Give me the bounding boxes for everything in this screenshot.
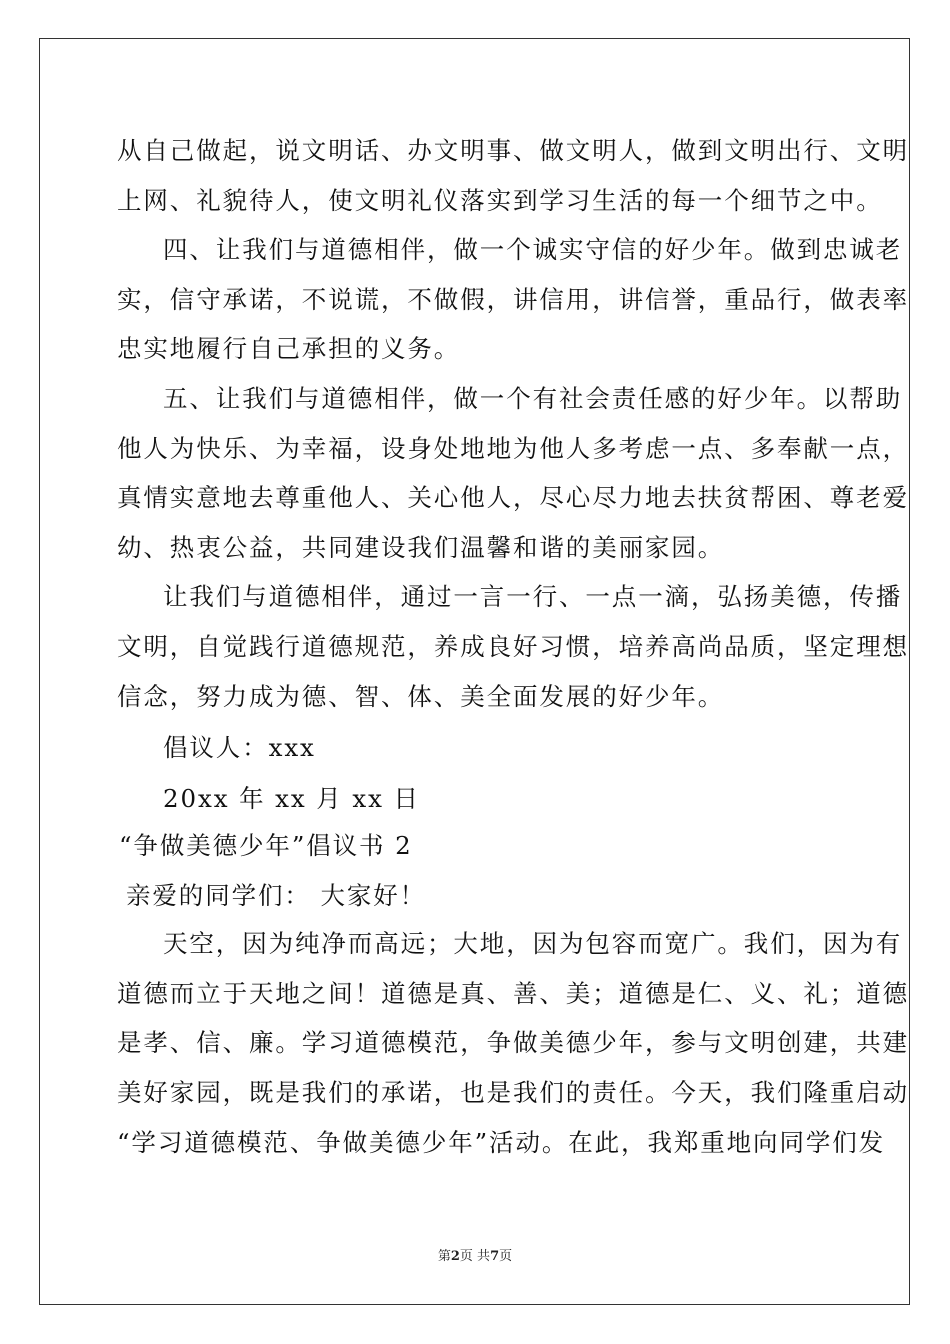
body-text-line: 是孝、信、廉。学习道德模范，争做美德少年，参与文明创建，共建 <box>117 1028 909 1057</box>
body-text-line: 他人为快乐、为幸福，设身处地地为他人多考虑一点、多奉献一点， <box>117 434 909 463</box>
body-text-line: 信念，努力成为德、智、体、美全面发展的好少年。 <box>117 682 725 711</box>
signature-line: 倡议人：xxx <box>163 733 316 762</box>
page-number-footer <box>0 1248 950 1266</box>
page-suffix: 页 <box>499 1249 513 1264</box>
body-text-line: 忠实地履行自己承担的义务。 <box>117 334 461 363</box>
body-text-line: 从自己做起，说文明话、办文明事、做文明人，做到文明出行、文明 <box>117 136 909 165</box>
body-text-line: 文明，自觉践行道德规范，养成良好习惯，培养高尚品质，坚定理想 <box>117 632 909 661</box>
paragraph-5-start: 五、让我们与道德相伴，做一个有社会责任感的好少年。以帮助 <box>163 384 903 413</box>
body-text-line: 真情实意地去尊重他人、关心他人，尽心尽力地去扶贫帮困、尊老爱 <box>117 483 909 512</box>
total-page-number: 7 <box>490 1249 500 1264</box>
body-text-line: “学习道德模范、争做美德少年”活动。在此，我郑重地向同学们发 <box>117 1128 886 1157</box>
body-text-line: 幼、热衷公益，共同建设我们温馨和谐的美丽家园。 <box>117 533 725 562</box>
current-page-number: 2 <box>450 1249 460 1264</box>
body-text-line: 道德而立于天地之间！道德是真、善、美；道德是仁、义、礼；道德 <box>117 979 909 1008</box>
paragraph-4-start: 四、让我们与道德相伴，做一个诚实守信的好少年。做到忠诚老 <box>163 235 903 264</box>
date-line: 20xx 年 xx 月 xx 日 <box>163 784 420 813</box>
page-mid: 页 共 <box>459 1249 491 1264</box>
body-text-line: 美好家园，既是我们的承诺，也是我们的责任。今天，我们隆重启动 <box>117 1078 909 1107</box>
section-title: “争做美德少年”倡议书 2 <box>119 831 413 860</box>
body-text-line: 实，信守承诺，不说谎，不做假，讲信用，讲信誉，重品行，做表率 <box>117 285 909 314</box>
paragraph-start: 天空，因为纯净而高远；大地，因为包容而宽广。我们，因为有 <box>163 929 903 958</box>
body-text-line: 上网、礼貌待人，使文明礼仪落实到学习生活的每一个细节之中。 <box>117 186 883 215</box>
greeting-line: 亲爱的同学们： 大家好！ <box>126 881 427 910</box>
closing-paragraph-start: 让我们与道德相伴，通过一言一行、一点一滴，弘扬美德，传播 <box>163 582 903 611</box>
page-prefix: 第 <box>437 1249 451 1264</box>
page-border <box>39 38 910 1305</box>
